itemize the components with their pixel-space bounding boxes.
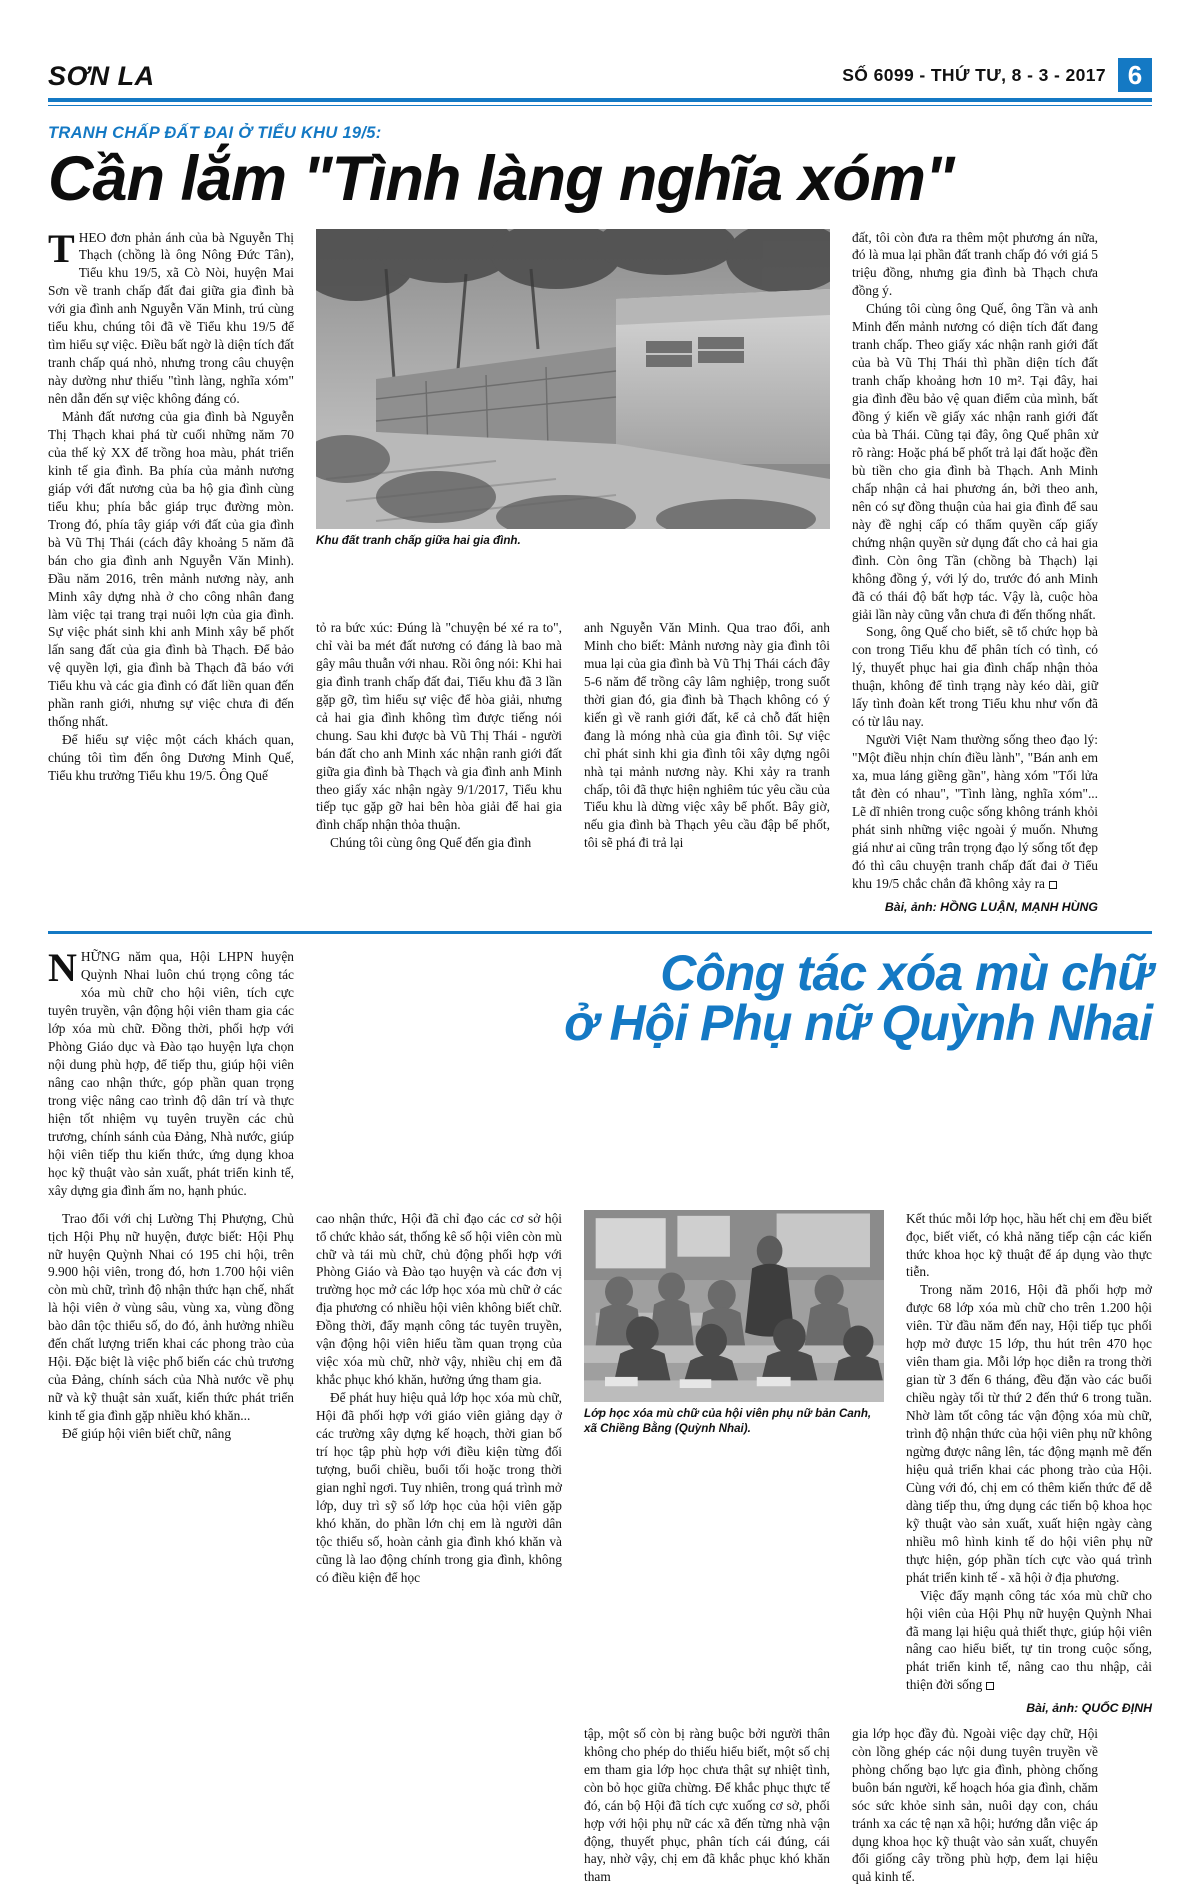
article1-column-3 [584,619,830,915]
article2-c5-p1: Kết thúc mỗi lớp học, hầu hết chị em đều biết đọc, biết viết, có khả năng tiếp cận các kiến thức khoa học kỹ thuật để áp dụng vào thực tiễn. [906,1210,1152,1280]
masthead [48,0,1152,92]
article2-headline-line2: ở Hội Phụ nữ Quỳnh Nhai [564,995,1152,1052]
article2-column-5 [906,1210,1152,1717]
article1-c1-p2: Mảnh đất nương của gia đình bà Nguyễn Thị Thạch khai phá từ cuối những năm 70 của thế kỷ XX để trồng hoa màu, phát triển kinh tế gia đình. Ba phía của mảnh nương giáp với đất nương của ba hộ gia đình cùng tiểu khu; phía bắc giáp trục đường mòn. Trong đó, phía tây giáp với đất của gia đình bà Vũ Thị Thái (cách đây khoảng 5 năm đã bán cho gia đình anh Nguyễn Văn Minh). Đầu năm 2016, trên mảnh nương này, anh Minh xây dựng nhà ở cho công nhân đang làm việc tại trang trại nuôi lợn của gia đình. Sự việc phát sinh khi anh Minh xây bể phốt lấn sang đất của gia đình bà Thạch. Để bảo vệ quyền lợi, gia đình bà Thạch đã báo với Tiểu khu và các gia đình có đất liền quan đến phần ranh giới, nhưng sự việc chưa đi đến thống nhất. [48,409,294,730]
article1-c4-p2: Chúng tôi cùng ông Quế, ông Tần và anh Minh đến mảnh nương có diện tích đất đang tranh chấp. Theo giấy xác nhận ranh giới đất của bà Vũ Thị Thái thì phần diện tích đất tranh chấp khoảng hơn 10 m². Tại đây, hai gia đình đều bảo vệ quan điểm của mình, bất đồng ý kiến về giấy xác nhận ranh giới đất của bà Thái. Cũng tại đây, ông Quế phân xử rõ ràng: Hoặc phá bể phốt trả lại đất hoặc đền bù tiền cho gia đình bà Thạch. Anh Minh chấp nhận cả hai phương án, bởi theo anh, nên có sự đồng thuận của hai gia đình để sau này đề nghị cấp có thẩm quyền cấp giấy chứng nhận quyền sử dụng đất cho cả hai gia đình. Còn ông Tần (chồng bà Thạch) lại không đồng ý, với lý do, trước đó anh Minh đã có thái độ bất hợp tác. Vậy là, cuộc hòa giải lần này cũng vẫn chưa đi đến thống nhất. [852,301,1098,622]
article1-c3-p1: anh Nguyễn Văn Minh. Qua trao đổi, anh Minh cho biết: Mảnh nương này gia đình tôi mua lại của gia đình bà Vũ Thị Thái cách đây 5-6 năm để trồng cây lâm nghiệp, trong suốt thời gian đó, gia đình bà Thạch không có ý kiến gì về ranh giới đất, kể cả chỗ đất hiện đang là móng nhà của gia đình tôi. Sự việc chỉ phát sinh khi gia đình tôi xây dựng ngôi nhà tại mảnh nương này. Khi xảy ra tranh chấp, tôi đã thực hiện nghiêm túc yêu cầu của Tiểu khu là dừng việc xây bể phốt. Bây giờ, nếu gia đình bà Thạch yêu cầu đập bể phốt, tôi sẽ phá đi trả lại [584,619,830,851]
article1-c1-p1: THEO đơn phản ánh của bà Nguyễn Thị Thạch (chồng là ông Nông Đức Tân), Tiểu khu 19/5, xã Cò Nòi, huyện Mai Sơn về tranh chấp đất đai giữa gia đình bà với gia đình anh Nguyễn Văn Minh, trú cùng tiểu khu, chúng tôi đã về Tiểu khu 19/5 để tìm hiểu sự việc. Điều bất ngờ là diện tích đất tranh chấp quá nhỏ, nhưng trong câu chuyện này dường như thiếu "tình làng, nghĩa xóm" nên dẫn đến sự việc không đáng có. [48,225,294,407]
article-land-dispute [48,124,1152,915]
article2-bottom-col-2 [316,1725,562,1886]
article1-kicker: TRANH CHẤP ĐẤT ĐAI Ở TIỂU KHU 19/5: [48,124,382,142]
article2-c3-p1: tập, một số còn bị ràng buộc bởi người thân không cho phép do thiếu hiểu biết, một số chị em tham gia lớp học chưa thật sự nhiệt tình, còn bỏ học giữa chừng. Để khắc phục thực tế đó, cán bộ Hội đã tích cực xuống cơ sở, phối hợp với hội phụ nữ các xã đến từng nhà vận động, thuyết phục, phân tích cái đúng, cái hay, nhờ vậy, chị em đã khắc phục khó khăn tham [584,1725,830,1885]
article1-c2-p1: tỏ ra bức xúc: Đúng là "chuyện bé xé ra to", chỉ vài ba mét đất nương có đáng là bao mà gây mâu thuẫn với nhau. Rồi ông nói: Khi hai gia đình tranh chấp đất đai, Tiểu khu đã 3 lần gặp gỡ, tìm hiểu sự việc để hòa giải, nhưng cả hai gia đình không tìm được tiếng nói chung. Sau khi được bà Vũ Thị Thái - người bán đất cho anh Minh xác nhận ranh giới đất giữa gia đình bà Thạch và gia đình anh Minh theo giấy xác nhận ngày 9/1/2017, Tiểu khu tiếp tục gặp gỡ hai bên hòa giải để hai gia đình chấp nhận thỏa thuận. [316,619,562,833]
article1-figure [316,229,830,611]
masthead-rule-thin [48,105,1152,106]
article1-photo-caption: Khu đất tranh chấp giữa hai gia đình. [316,533,521,547]
article1-c4-p1: đất, tôi còn đưa ra thêm một phương án nữa, đó là mua lại phần đất tranh chấp đó với giá 5 triệu đồng, nhưng gia đình bà Thạch chưa đồng ý. [852,229,1098,299]
land-dispute-photo [316,229,830,529]
article-separator-rule [48,931,1152,934]
article1-column-2 [316,619,562,915]
article2-c2-p1: cao nhận thức, Hội đã chỉ đạo các cơ sở hội tổ chức khảo sát, thống kê số hội viên còn mù chữ và tái mù chữ, chủ động phối hợp với Phòng Giáo và Đào tạo huyện và các đơn vị trường học mở các lớp học xóa mù chữ ở các địa phương có nhiều hội viên không biết chữ. Đồng thời, đẩy mạnh công tác tuyên truyền, vận động hội viên hiểu tầm quan trọng của việc xóa mù chữ, nhờ vậy, nhiều chị em đã khắc phục khó khăn, hưởng ứng tham gia. [316,1210,562,1388]
masthead-right [842,58,1152,92]
article1-column-4 [852,229,1098,916]
article2-headline [316,945,1152,1199]
publication-name: SƠN LA [48,61,155,91]
article2-bottom-col-3 [584,1725,830,1886]
literacy-class-photo [584,1210,884,1403]
article2-figure [584,1210,884,1717]
article1-column-1 [48,225,294,916]
page-number: 6 [1118,58,1152,92]
article1-c2-p2: Chúng tôi cùng ông Quế đến gia đình [330,835,532,851]
article2-c2-p2: Để phát huy hiệu quả lớp học xóa mù chữ, Hội đã phối hợp với giáo viên giảng dạy ở các trường xây dựng kế hoạch, thời gian bố trí học tập phù hợp với điều kiện từng đối tượng, buổi chiều, buổi tối hoặc trong thời gian nghỉ ngơi. Tuy nhiên, trong quá trình mở lớp, duy trì sỹ số lớp học của hội viên gặp khó khăn, do phần lớn chị em là người dân tộc thiểu số, hoàn cảnh gia đình khó khăn và cũng là lao động chính trong gia đình, không có điều kiện để học [316,1390,562,1585]
article1-c4-p4 [852,731,1098,893]
article2-c1-p2: Trao đổi với chị Lường Thị Phượng, Chủ tịch Hội Phụ nữ huyện, được biết: Hội Phụ nữ huyện Quỳnh Nhai có 195 chi hội, trên 9.900 hội viên, trong đó, hơn 1.700 hội viên còn mù chữ, trình độ nhận thức hạn chế, nhất là hội viên ở vùng sâu, vùng xa, vùng đồng bào dân tộc thiểu số, do đó, ảnh hưởng nhiều đến chất lượng triển khai các phong trào của Hội. Đặc biệt là việc phổ biến các chủ trương của Đảng, chính sách của Nhà nước về phụ nữ và kỹ thuật sản xuất, kiến thức phát triển kinh tế gia đình gặp nhiều khó khăn... [48,1210,294,1424]
article1-byline: Bài, ảnh: HỒNG LUẬN, MẠNH HÙNG [884,899,1098,914]
article2-c5-p3 [906,1587,1152,1695]
article1-c1-p3: Để hiểu sự việc một cách khách quan, chúng tôi tìm đến ông Dương Minh Quế, Tiểu khu trưởng Tiểu khu 19/5. Ông Quế [48,732,294,784]
article2-bottom-col-4 [852,1725,1098,1886]
article2-c1-p1: NHỮNG năm qua, Hội LHPN huyện Quỳnh Nhai luôn chú trọng công tác xóa mù chữ cho hội viên, tích cực tuyên truyền, vận động hội viên tham gia các lớp xóa mù chữ. Đồng thời, phối hợp với Phòng Giáo dục và Đào tạo huyện lựa chọn nội dung phù hợp, để tiếp thu, giúp hội viên nâng cao nhận thức, góp phần quan trọng trong việc nâng cao trình độ dân trí và thực hiện tốt nhiệm vụ tuyên truyền các chủ trương, chính sánh của Đảng, Nhà nước, giúp hội viên tiếp thu kiến thức, ứng dụng khoa học kỹ thuật vào sản xuất, phát triển kinh tế, xây dựng gia đình ấm no, hạnh phúc. [48,945,294,1198]
article2-headline-line1: Công tác xóa mù chữ [660,945,1152,1002]
article2-bottom-col-1 [48,1725,294,1886]
article2-c5-p3-text: Việc đẩy mạnh công tác xóa mù chữ cho hội viên của Hội Phụ nữ huyện Quỳnh Nhai đã mang lại hiệu quả thiết thực, giúp hội viên nâng cao hiểu biết, tự tin trong cuộc sống, phát triển kinh tế, nâng cao thu nhập, cải thiện đời sống [906,1587,1152,1693]
article-literacy [48,945,1152,1886]
masthead-rule-thick [48,98,1152,102]
article2-c5-p2: Trong năm 2016, Hội đã phối hợp mở được 68 lớp xóa mù chữ cho trên 1.200 hội viên. Từ đầu năm đến nay, Hội tiếp tục phối hợp mở được 15 lớp, thu hút trên 470 học viên tham gia. Mỗi lớp học diễn ra trong thời gian từ 3 đến 6 tháng, đều đặn vào các buổi chiều ngày tối từ thứ 2 đến thứ 6 trong tuần. Nhờ làm tốt công tác vận động xóa mù chữ, trình độ nhận thức của hội viên phụ nữ không ngừng được nâng lên, tác động mạnh mẽ đến hiệu quả triển khai các phong trào của Hội. Cùng với đó, chị em có thêm kiến thức để dễ dàng tiếp thu, ứng dụng các tiến bộ khoa học kỹ thuật vào sản xuất, xuất hiện ngày càng nhiều mô hình kinh tế do hội viên phụ nữ thực hiện, góp phần tích cực vào quá trình phát triển kinh tế - xã hội ở địa phương. [906,1282,1152,1585]
end-mark-icon-2 [986,1682,994,1690]
article2-c1-p3: Để giúp hội viên biết chữ, nâng [62,1426,232,1442]
article2-column-1-cont [48,1210,294,1717]
article2-byline: Bài, ảnh: QUỐC ĐỊNH [1026,1701,1152,1716]
article1-headline: Cần lắm "Tình làng nghĩa xóm" [48,144,954,214]
article1-c4-p3: Song, ông Quế cho biết, sẽ tổ chức họp bà con trong Tiểu khu để phân tích có tình, có lý, thuyết phục hai gia đình chấp nhận thỏa thuận, không để tình trạng này kéo dài, giữ lấy tình đoàn kết trong Tiểu khu như vốn đã có từ lâu nay. [852,624,1098,730]
article2-photo-caption: Lớp học xóa mù chữ của hội viên phụ nữ bản Canh, xã Chiềng Bằng (Quỳnh Nhai). [584,1407,872,1435]
article2-c4-p1: gia lớp học đầy đủ. Ngoài việc dạy chữ, Hội còn lồng ghép các nội dung tuyên truyền về phòng chống bạo lực gia đình, phòng chống buôn bán người, kế hoạch hóa gia đình, chăm sóc sức khỏe sinh sản, nuôi dạy con, cháu tránh xa các tệ nạn xã hội; hướng dẫn việc áp dụng khoa học kỹ thuật vào sản xuất, chuyển đổi giống cây trồng phù hợp, đem lại hiệu quả kinh tế. [852,1725,1098,1885]
end-mark-icon [1049,881,1057,889]
issue-line: SỐ 6099 - THỨ TƯ, 8 - 3 - 2017 [842,64,1106,85]
article2-column-2 [316,1210,562,1717]
article2-column-1-top [48,945,294,1199]
article1-c4-p4-text: Người Việt Nam thường sống theo đạo lý: "Một điều nhịn chín điều lành", "Bán anh em xa, mua láng giềng gần", hàng xóm "Tối lửa tắt đèn có nhau", "Tình làng, nghĩa xóm"... Lẽ dĩ nhiên trong cuộc sống không tránh khỏi phát sinh những việc ngoài ý muốn. Nhưng giá như ai cũng trân trọng đạo lý sống tốt đẹp đó thì câu chuyện tranh chấp đất đai ở Tiểu khu 19/5 chắc chắn đã không xảy ra [852,732,1098,891]
